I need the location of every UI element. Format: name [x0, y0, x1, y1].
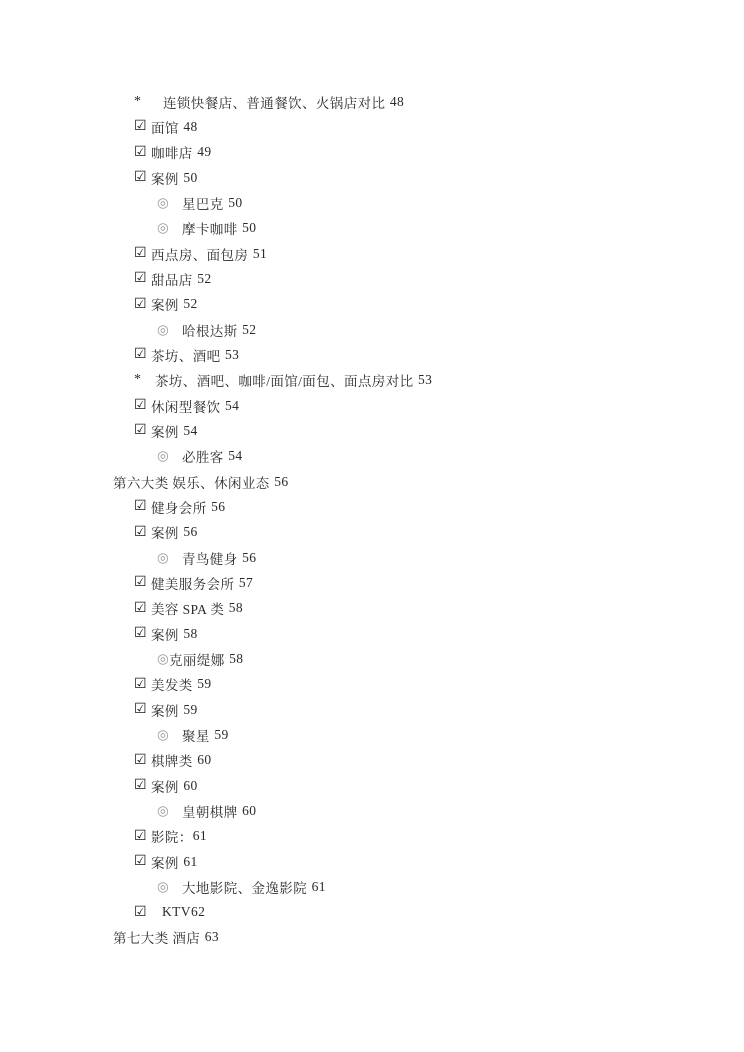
toc-entry-label: 美容 SPA 类	[151, 602, 225, 618]
toc-entry-label: 青鸟健身	[182, 551, 238, 567]
toc-entry-page-number: 61	[311, 878, 326, 894]
toc-entry-page-number: 59	[197, 676, 212, 692]
toc-entry-label: 摩卡咖啡	[182, 222, 238, 238]
toc-entry-label: 案例	[151, 779, 179, 795]
toc-entry-page-number: 57	[238, 574, 254, 590]
toc-entry[interactable]	[0, 874, 744, 899]
toc-entry-page-number: 56	[211, 498, 226, 514]
toc-entry-label: 第七大类 酒店	[113, 931, 201, 947]
toc-entry-label: 案例	[151, 171, 179, 187]
toc-entry-page-number: 50	[183, 169, 198, 185]
checked-checkbox-icon: ☑	[134, 828, 147, 844]
toc-entry[interactable]	[0, 697, 744, 722]
toc-entry-label: 健身会所	[151, 500, 207, 516]
toc-entry-page-number: 52	[242, 321, 257, 337]
checked-checkbox-icon: ☑	[134, 119, 147, 135]
toc-entry-page-number: 58	[183, 625, 198, 641]
checked-checkbox-icon: ☑	[134, 398, 147, 414]
toc-entry-page-number: 59	[183, 701, 198, 717]
checked-checkbox-icon: ☑	[134, 271, 147, 287]
toc-section-heading[interactable]	[0, 925, 744, 950]
toc-entry-label: 星巴克	[182, 196, 224, 212]
toc-entry[interactable]	[0, 621, 744, 646]
toc-entry-label: 茶坊、酒吧	[151, 348, 221, 364]
checked-checkbox-icon: ☑	[134, 600, 147, 616]
toc-entry[interactable]	[0, 849, 744, 874]
toc-entry-label: 咖啡店	[151, 146, 193, 162]
toc-entry[interactable]	[0, 266, 744, 291]
toc-entry-page-number: 59	[214, 726, 229, 742]
checked-checkbox-icon: ☑	[134, 423, 147, 439]
toc-entry[interactable]	[0, 190, 744, 215]
toc-entry-label: 美发类	[151, 678, 193, 694]
toc-entry-page-number: 56	[274, 473, 289, 489]
checked-checkbox-icon: ☑	[134, 170, 147, 186]
toc-entry[interactable]	[0, 165, 744, 190]
toc-entry[interactable]	[0, 748, 744, 773]
toc-entry-label: 聚星	[182, 728, 210, 744]
toc-entry[interactable]	[0, 570, 744, 595]
toc-entry-page-number: 63	[204, 929, 219, 945]
bullseye-icon: ◎	[157, 726, 170, 742]
toc-entry-label: 棋牌类	[151, 754, 193, 770]
checked-checkbox-icon: ☑	[134, 144, 147, 160]
toc-entry[interactable]	[0, 140, 744, 165]
toc-entry[interactable]	[0, 672, 744, 697]
asterisk-icon: *	[134, 93, 142, 109]
checked-checkbox-icon: ☑	[134, 752, 147, 768]
bullseye-icon: ◎	[157, 220, 170, 236]
toc-entry-page-number: 54	[183, 422, 198, 438]
toc-entry-label: 皇朝棋牌	[182, 804, 238, 820]
toc-entry-label: 案例	[151, 298, 179, 314]
toc-entry-page-number: 54	[225, 397, 240, 413]
toc-entry-page-number: 52	[197, 270, 212, 286]
toc-entry-page-number: 60	[183, 777, 198, 793]
toc-entry-page-number: 53	[225, 346, 240, 362]
toc-entry[interactable]	[0, 216, 744, 241]
checked-checkbox-icon: ☑	[134, 524, 147, 540]
toc-entry[interactable]	[0, 824, 744, 849]
toc-entry[interactable]	[0, 798, 744, 823]
toc-entry[interactable]	[0, 317, 744, 342]
toc-entry-label: 面馆	[151, 120, 179, 136]
toc-entry-label: 影院：	[151, 830, 193, 846]
toc-entry-label: 必胜客	[182, 450, 224, 466]
toc-entry-page-number: 49	[197, 144, 212, 160]
toc-entry-label: 案例	[151, 703, 179, 719]
toc-entry[interactable]	[0, 114, 744, 139]
toc-entry[interactable]	[0, 241, 744, 266]
bullseye-icon: ◎	[157, 194, 170, 210]
toc-entry[interactable]	[0, 393, 744, 418]
checked-checkbox-icon: ☑	[134, 626, 147, 642]
toc-entry[interactable]	[0, 900, 744, 925]
checked-checkbox-icon: ☑	[134, 246, 147, 262]
checked-checkbox-icon: ☑	[134, 347, 147, 363]
toc-entry[interactable]	[0, 292, 744, 317]
toc-entry-label: 案例	[151, 424, 179, 440]
checked-checkbox-icon: ☑	[134, 499, 147, 515]
toc-entry[interactable]	[0, 773, 744, 798]
toc-section-heading[interactable]	[0, 469, 744, 494]
toc-entry-label: KTV	[162, 904, 191, 920]
toc-entry-page-number: 54	[228, 448, 243, 464]
toc-entry-page-number: 58	[228, 600, 244, 616]
toc-entry[interactable]	[0, 418, 744, 443]
toc-entry[interactable]	[0, 596, 744, 621]
toc-entry-page-number: 50	[228, 194, 243, 210]
toc-entry-label: 案例	[151, 855, 179, 871]
toc-entry-page-number: 52	[183, 296, 198, 312]
toc-entry-label: 案例	[151, 526, 179, 542]
toc-entry-page-number: 50	[242, 220, 257, 236]
toc-entry[interactable]	[0, 368, 744, 393]
bullseye-icon: ◎	[157, 321, 170, 337]
toc-entry-page-number: 48	[389, 93, 405, 109]
toc-entry-page-number: 53	[418, 372, 433, 388]
toc-entry-label: 休闲型餐饮	[151, 399, 221, 415]
toc-entry-page-number: 60	[197, 752, 212, 768]
toc-entry-label: 甜品店	[151, 272, 193, 288]
checked-checkbox-icon: ☑	[134, 676, 147, 692]
toc-entry-label: 案例	[151, 627, 179, 643]
toc-entry-page-number: 48	[183, 118, 198, 134]
toc-entry-label: 健美服务会所	[151, 576, 235, 592]
checked-checkbox-icon: ☑	[134, 904, 147, 920]
toc-entry-page-number: 61	[183, 853, 198, 869]
toc-entry[interactable]	[0, 545, 744, 570]
toc-entry-page-number: 56	[242, 549, 257, 565]
toc-entry-label: 连锁快餐店、普通餐饮、火锅店对比	[163, 95, 386, 111]
toc-entry[interactable]	[0, 520, 744, 545]
toc-entry-page-number: 58	[229, 650, 244, 666]
toc-entry[interactable]	[0, 722, 744, 747]
toc-entry-label: 大地影院、金逸影院	[182, 880, 308, 896]
bullseye-icon: ◎	[157, 802, 170, 818]
bullseye-icon: ◎	[157, 448, 170, 464]
toc-entry[interactable]	[0, 494, 744, 519]
toc-entry-label: 茶坊、酒吧、咖啡/面馆/面包、面点房对比	[155, 374, 414, 390]
asterisk-icon: *	[134, 372, 142, 388]
checked-checkbox-icon: ☑	[134, 296, 147, 312]
bullseye-icon: ◎	[157, 549, 170, 565]
checked-checkbox-icon: ☑	[134, 778, 147, 794]
toc-entry[interactable]	[0, 342, 744, 367]
toc-entry-page-number: 51	[252, 245, 268, 261]
toc-entry-label: 西点房、面包房	[151, 247, 249, 263]
toc-entry[interactable]	[0, 89, 744, 114]
toc-entry-page-number: 60	[242, 802, 257, 818]
toc-entry[interactable]	[0, 444, 744, 469]
toc-entry-label: 哈根达斯	[182, 323, 238, 339]
toc-entry[interactable]	[0, 646, 744, 671]
toc-entry-page-number: 56	[183, 524, 198, 540]
toc-entry-page-number: 62	[190, 904, 206, 920]
checked-checkbox-icon: ☑	[134, 575, 147, 591]
bullseye-icon: ◎	[157, 650, 170, 666]
toc-entry-label: 克丽缇娜	[169, 652, 225, 668]
bullseye-icon: ◎	[157, 878, 170, 894]
toc-entry-label: 第六大类 娱乐、休闲业态	[113, 475, 270, 491]
checked-checkbox-icon: ☑	[134, 702, 147, 718]
checked-checkbox-icon: ☑	[134, 854, 147, 869]
toc-entry-page-number: 61	[192, 828, 208, 844]
